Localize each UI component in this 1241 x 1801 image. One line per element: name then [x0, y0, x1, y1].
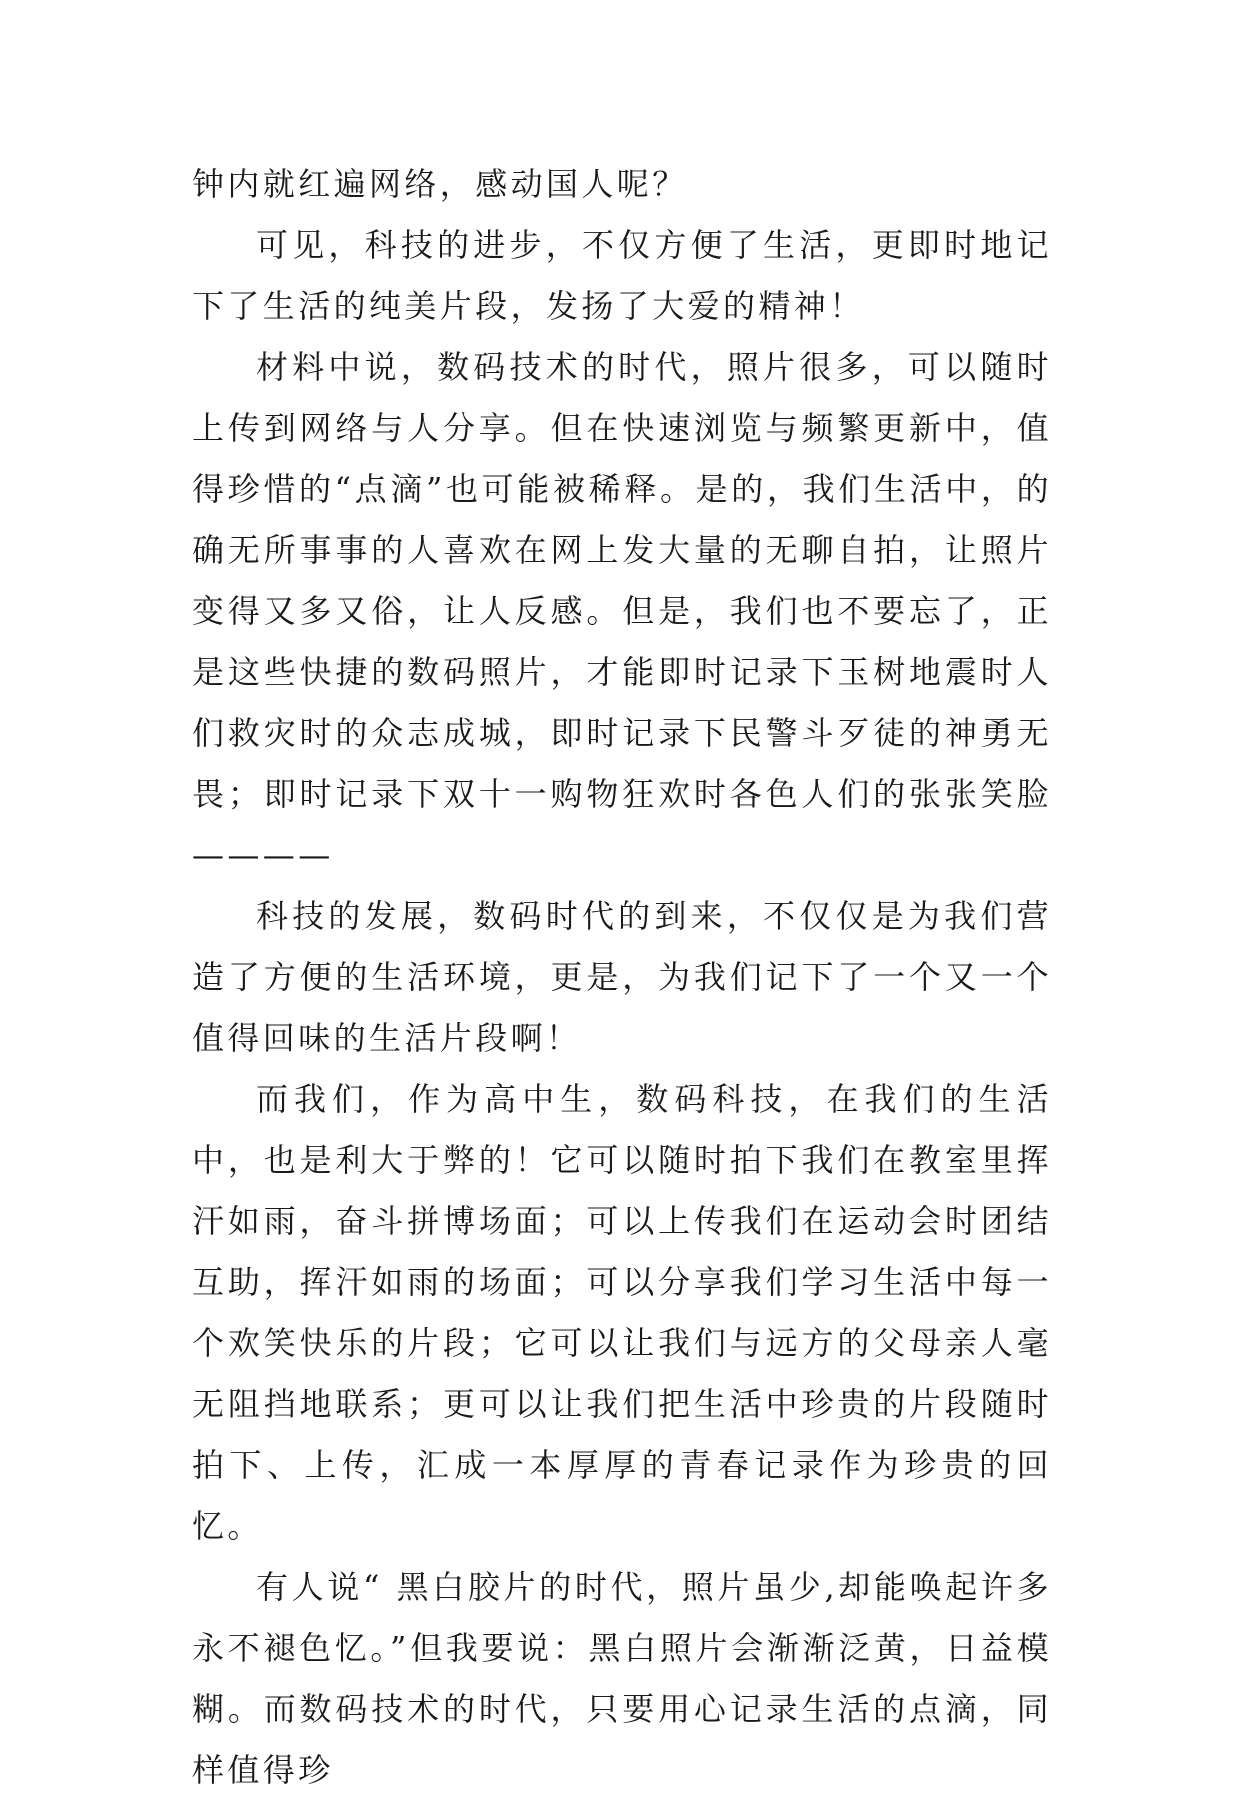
- paragraph-4: 科技的发展，数码时代的到来，不仅仅是为我们营造了方便的生活环境，更是，为我们记下了一个又一个值得回味的生活片段啊！: [192, 897, 1052, 1057]
- document-body: [192, 154, 1052, 1801]
- paragraph-6: 有人说“ 黑白胶片的时代，照片虽少,却能唤起许多永不褪色忆。”但我要说：黑白照片会渐渐泛黄，日益模糊。而数码技术的时代，只要用心记录生活的点滴，同样值得珍: [192, 1568, 1052, 1789]
- paragraph-2: 可见，科技的进步，不仅方便了生活，更即时地记下了生活的纯美片段，发扬了大爱的精神！: [192, 226, 1052, 325]
- paragraph-5: 而我们，作为高中生，数码科技，在我们的生活中，也是利大于弊的！它可以随时拍下我们在教室里挥汗如雨，奋斗拼博场面；可以上传我们在运动会时团结互助，挥汗如雨的场面；可以分享我们学习生活中每一个欢笑快乐的片段；它可以让我们与远方的父母亲人毫无阻挡地联系；更可以让我们把生活中珍贵的片段随时拍下、上传，汇成一本厚厚的青春记录作为珍贵的回忆。: [192, 1080, 1052, 1545]
- paragraph-1: 钟内就红遍网络，感动国人呢？: [192, 165, 688, 203]
- paragraph-3: 材料中说，数码技术的时代，照片很多，可以随时上传到网络与人分享。但在快速浏览与频繁更新中，值得珍惜的“点滴”也可能被稀释。是的，我们生活中，的确无所事事的人喜欢在网上发大量的无聊自拍，让照片变得又多又俗，让人反感。但是，我们也不要忘了，正是这些快捷的数码照片，才能即时记录下玉树地震时人们救灾时的众志成城，即时记录下民警斗歹徒的神勇无畏；即时记录下双十一购物狂欢时各色人们的张张笑脸————: [192, 348, 1052, 874]
